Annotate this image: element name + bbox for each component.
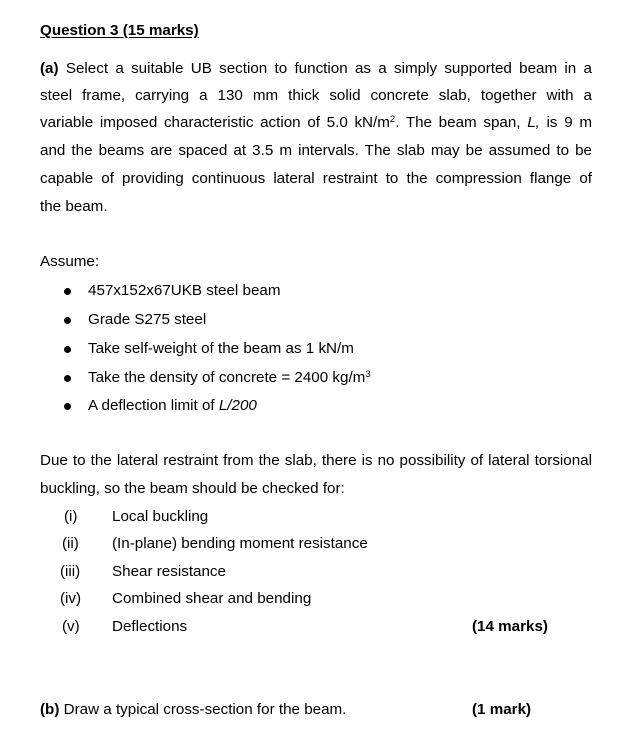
check-text: Local buckling <box>112 508 209 525</box>
restraint-line-1: Due to the lateral restraint from the slab, there is no possibility of lateral torsional <box>40 452 592 469</box>
part-a-text-3c: is 9 m <box>539 114 592 131</box>
part-a-text-3a: variable imposed characteristic action of 5.0 kN/m <box>40 114 390 131</box>
part-a-text-1: Select a suitable UB section to function as a simply supported beam in a <box>65 60 592 77</box>
part-a-line-5: capable of providing continuous lateral restraint to the compression flange of <box>40 170 592 187</box>
assumption-item: Grade S275 steel <box>88 311 207 328</box>
deflection-value: L/200 <box>218 397 257 414</box>
deflection-text: A deflection limit of <box>88 397 219 414</box>
part-a-line-6: the beam. <box>40 198 108 215</box>
part-a-line-3 <box>40 114 592 131</box>
question-title: Question 3 (15 marks) <box>40 22 199 39</box>
part-b-text: Draw a typical cross-section for the beam. <box>63 701 347 718</box>
bullet-icon <box>64 403 71 410</box>
check-text: Shear resistance <box>112 563 226 580</box>
part-a-text-3b: . The beam span, <box>395 114 528 131</box>
span-symbol: L, <box>527 114 540 131</box>
superscript-3: 3 <box>365 369 371 380</box>
part-a-label: (a) <box>40 60 59 77</box>
density-text: Take the density of concrete = 2400 kg/m <box>88 369 366 386</box>
part-b-marks: (1 mark) <box>472 701 532 718</box>
assumption-item: 457x152x67UKB steel beam <box>88 282 281 299</box>
assumption-item: Take self-weight of the beam as 1 kN/m <box>88 340 354 357</box>
check-number: (i) <box>64 508 78 525</box>
restraint-line-2: buckling, so the beam should be checked for: <box>40 480 345 497</box>
assumption-item <box>88 369 371 386</box>
check-number: (ii) <box>62 535 79 552</box>
bullet-icon <box>64 375 71 382</box>
check-number: (v) <box>62 618 80 635</box>
check-text: Combined shear and bending <box>112 590 312 607</box>
part-a-line-4: and the beams are spaced at 3.5 m intervals. The slab may be assumed to be <box>40 142 592 159</box>
assumption-item <box>88 397 257 414</box>
check-text: Deflections <box>112 618 188 635</box>
part-a-line-2: steel frame, carrying a 130 mm thick solid concrete slab, together with a <box>40 87 592 104</box>
bullet-icon <box>64 346 71 353</box>
bullet-icon <box>64 317 71 324</box>
part-a-line-1 <box>40 60 592 77</box>
check-text: (In-plane) bending moment resistance <box>112 535 368 552</box>
part-b-label: (b) <box>40 701 60 718</box>
check-number: (iv) <box>60 590 82 607</box>
superscript-2: 2 <box>389 114 396 125</box>
check-number: (iii) <box>60 563 81 580</box>
part-a-marks: (14 marks) <box>472 618 548 635</box>
bullet-icon <box>64 288 71 295</box>
part-b-line <box>40 701 346 718</box>
assume-heading: Assume: <box>40 253 100 270</box>
